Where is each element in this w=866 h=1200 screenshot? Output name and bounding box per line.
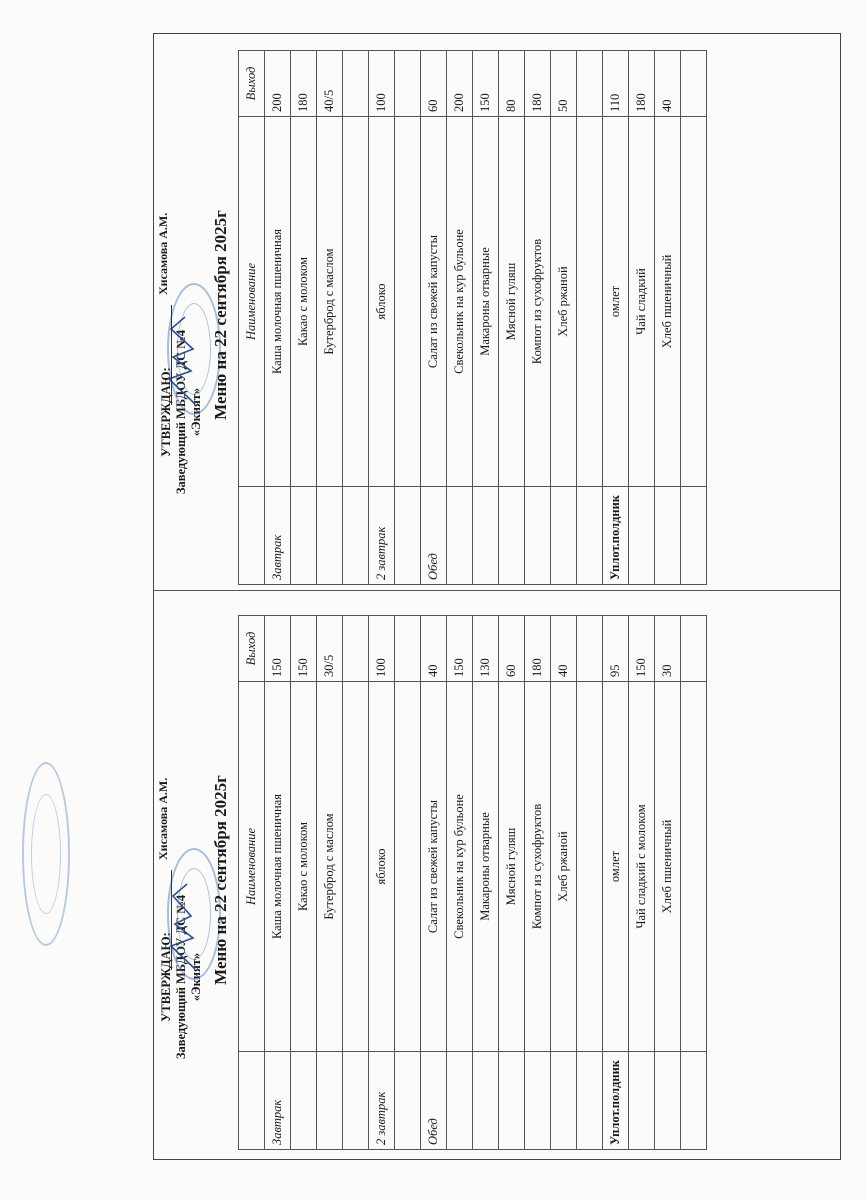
dish-cell: Бутерброд с маслом [317, 682, 343, 1052]
meal-cell [499, 1052, 525, 1150]
output-cell: 180 [629, 51, 655, 117]
dish-cell: Свекольник на кур бульоне [447, 682, 473, 1052]
output-cell: 150 [447, 616, 473, 682]
meal-cell [343, 1052, 369, 1150]
dish-cell [343, 117, 369, 487]
output-cell: 150 [473, 51, 499, 117]
meal-cell [681, 1052, 707, 1150]
dish-cell: Компот из сухофруктов [525, 682, 551, 1052]
approval-label: УТВЕРЖДАЮ: [159, 932, 173, 1022]
dish-cell [395, 682, 421, 1052]
meal-cell [447, 487, 473, 585]
meal-cell [447, 1052, 473, 1150]
dish-cell [681, 117, 707, 487]
table-row [577, 51, 603, 585]
meal-cell [473, 487, 499, 585]
table-row [681, 616, 707, 1150]
menu-table [238, 615, 707, 1150]
table-row [395, 51, 421, 585]
signature-icon [163, 864, 203, 974]
dish-cell: Бутерброд с маслом [317, 117, 343, 487]
output-cell: 60 [421, 51, 447, 117]
dish-cell [577, 682, 603, 1052]
meal-cell: Обед [421, 487, 447, 585]
approval-position: Заведующий МБДОУ ДС №4 [174, 329, 188, 495]
table-row [655, 616, 681, 1150]
meal-cell [655, 487, 681, 585]
signature-icon [163, 299, 203, 409]
dish-cell: омлет [603, 117, 629, 487]
table-row [343, 51, 369, 585]
meal-cell: Уплот.полдник [603, 487, 629, 585]
meal-cell: Обед [421, 1052, 447, 1150]
menu-table-body [265, 616, 707, 1150]
dish-cell: Мясной гуляш [499, 117, 525, 487]
output-cell: 200 [447, 51, 473, 117]
table-row [577, 616, 603, 1150]
approval-label: УТВЕРЖДАЮ: [159, 367, 173, 457]
meal-cell [317, 1052, 343, 1150]
dish-cell: Хлеб ржаной [551, 117, 577, 487]
output-cell: 60 [499, 616, 525, 682]
table-row [655, 51, 681, 585]
dish-cell: Макароны отварные [473, 682, 499, 1052]
table-row [603, 616, 629, 1150]
header-meal [239, 487, 265, 585]
table-row [525, 616, 551, 1150]
approval-org: «Экият» [189, 952, 203, 1002]
output-cell: 40 [551, 616, 577, 682]
dish-cell: омлет [603, 682, 629, 1052]
table-row [629, 616, 655, 1150]
approval-position: Заведующий МБДОУ ДС №4 [174, 894, 188, 1060]
meal-cell: Завтрак [265, 487, 291, 585]
header-meal [239, 1052, 265, 1150]
table-row [395, 616, 421, 1150]
table-row [603, 51, 629, 585]
output-cell: 40/5 [317, 51, 343, 117]
dish-cell: Хлеб ржаной [551, 682, 577, 1052]
meal-cell: 2 завтрак [369, 487, 395, 585]
table-row [265, 616, 291, 1150]
output-cell: 150 [291, 616, 317, 682]
meal-cell [551, 487, 577, 585]
dish-cell: Какао с молоком [291, 117, 317, 487]
table-row [447, 51, 473, 585]
table-row [629, 51, 655, 585]
header-output: Выход [239, 51, 265, 117]
dish-cell: Чай сладкий [629, 117, 655, 487]
signatory-name: Хисамова А.М. [156, 777, 170, 860]
dish-cell: Мясной гуляш [499, 682, 525, 1052]
output-cell: 150 [265, 616, 291, 682]
meal-cell [551, 1052, 577, 1150]
table-header-row [239, 616, 265, 1150]
menu-table-body [265, 51, 707, 585]
output-cell: 95 [603, 616, 629, 682]
meal-cell [291, 487, 317, 585]
output-cell [395, 51, 421, 117]
output-cell: 200 [265, 51, 291, 117]
table-row [317, 51, 343, 585]
meal-cell [317, 487, 343, 585]
output-cell [681, 616, 707, 682]
meal-cell [343, 487, 369, 585]
table-row [525, 51, 551, 585]
table-row [291, 616, 317, 1150]
output-cell: 110 [603, 51, 629, 117]
approval-org: «Экият» [189, 387, 203, 437]
dish-cell: Хлеб пшеничный [655, 117, 681, 487]
output-cell: 30 [655, 616, 681, 682]
dish-cell: Салат из свежей капусты [421, 117, 447, 487]
menu-title: Меню на 22 сентября 2025г [211, 210, 230, 420]
output-cell: 80 [499, 51, 525, 117]
header-dish: Наименование [239, 682, 265, 1052]
dish-cell [395, 117, 421, 487]
output-cell: 180 [291, 51, 317, 117]
meal-cell [291, 1052, 317, 1150]
table-row [317, 616, 343, 1150]
dish-cell: Хлеб пшеничный [655, 682, 681, 1052]
menu-title: Меню на 22 сентября 2025г [211, 775, 230, 985]
header-output: Выход [239, 616, 265, 682]
dish-cell [343, 682, 369, 1052]
meal-cell: Уплот.полдник [603, 1052, 629, 1150]
output-cell [343, 51, 369, 117]
menu-table [238, 50, 707, 585]
meal-cell [525, 1052, 551, 1150]
meal-cell [395, 1052, 421, 1150]
output-cell: 150 [629, 616, 655, 682]
dish-cell [681, 682, 707, 1052]
table-row [343, 616, 369, 1150]
meal-cell [681, 487, 707, 585]
output-cell [681, 51, 707, 117]
output-cell: 180 [525, 51, 551, 117]
output-cell [395, 616, 421, 682]
meal-cell [395, 487, 421, 585]
dish-cell: Каша молочная пшеничная [265, 117, 291, 487]
table-row [369, 616, 395, 1150]
faded-stamp-icon [22, 762, 70, 946]
dish-cell: Каша молочная пшеничная [265, 682, 291, 1052]
dish-cell: Чай сладкий с молоком [629, 682, 655, 1052]
signature-line [171, 305, 172, 405]
output-cell: 40 [655, 51, 681, 117]
signatory-name: Хисамова А.М. [156, 212, 170, 295]
output-cell: 30/5 [317, 616, 343, 682]
table-header-row [239, 51, 265, 585]
meal-cell [577, 487, 603, 585]
table-row [551, 51, 577, 585]
dish-cell: Макароны отварные [473, 117, 499, 487]
meal-cell [577, 1052, 603, 1150]
output-cell: 50 [551, 51, 577, 117]
output-cell: 130 [473, 616, 499, 682]
meal-cell: Завтрак [265, 1052, 291, 1150]
output-cell: 100 [369, 616, 395, 682]
table-row [499, 51, 525, 585]
meal-cell [473, 1052, 499, 1150]
table-row [265, 51, 291, 585]
table-row [681, 51, 707, 585]
meal-cell [499, 487, 525, 585]
table-row [369, 51, 395, 585]
dish-cell: Какао с молоком [291, 682, 317, 1052]
output-cell [343, 616, 369, 682]
dish-cell: Салат из свежей капусты [421, 682, 447, 1052]
table-row [551, 616, 577, 1150]
table-row [473, 616, 499, 1150]
meal-cell: 2 завтрак [369, 1052, 395, 1150]
table-row [499, 616, 525, 1150]
meal-cell [629, 487, 655, 585]
meal-cell [525, 487, 551, 585]
meal-cell [655, 1052, 681, 1150]
output-cell: 180 [525, 616, 551, 682]
header-dish: Наименование [239, 117, 265, 487]
menu-panel-top [153, 35, 841, 595]
dish-cell: яблоко [369, 682, 395, 1052]
signature-line [171, 870, 172, 970]
table-row [291, 51, 317, 585]
output-cell [577, 616, 603, 682]
dish-cell: Компот из сухофруктов [525, 117, 551, 487]
output-cell: 40 [421, 616, 447, 682]
output-cell: 100 [369, 51, 395, 117]
dish-cell [577, 117, 603, 487]
meal-cell [629, 1052, 655, 1150]
table-row [421, 616, 447, 1150]
dish-cell: Свекольник на кур бульоне [447, 117, 473, 487]
output-cell [577, 51, 603, 117]
menu-panel-bottom [153, 600, 841, 1160]
dish-cell: яблоко [369, 117, 395, 487]
table-row [447, 616, 473, 1150]
table-row [421, 51, 447, 585]
table-row [473, 51, 499, 585]
